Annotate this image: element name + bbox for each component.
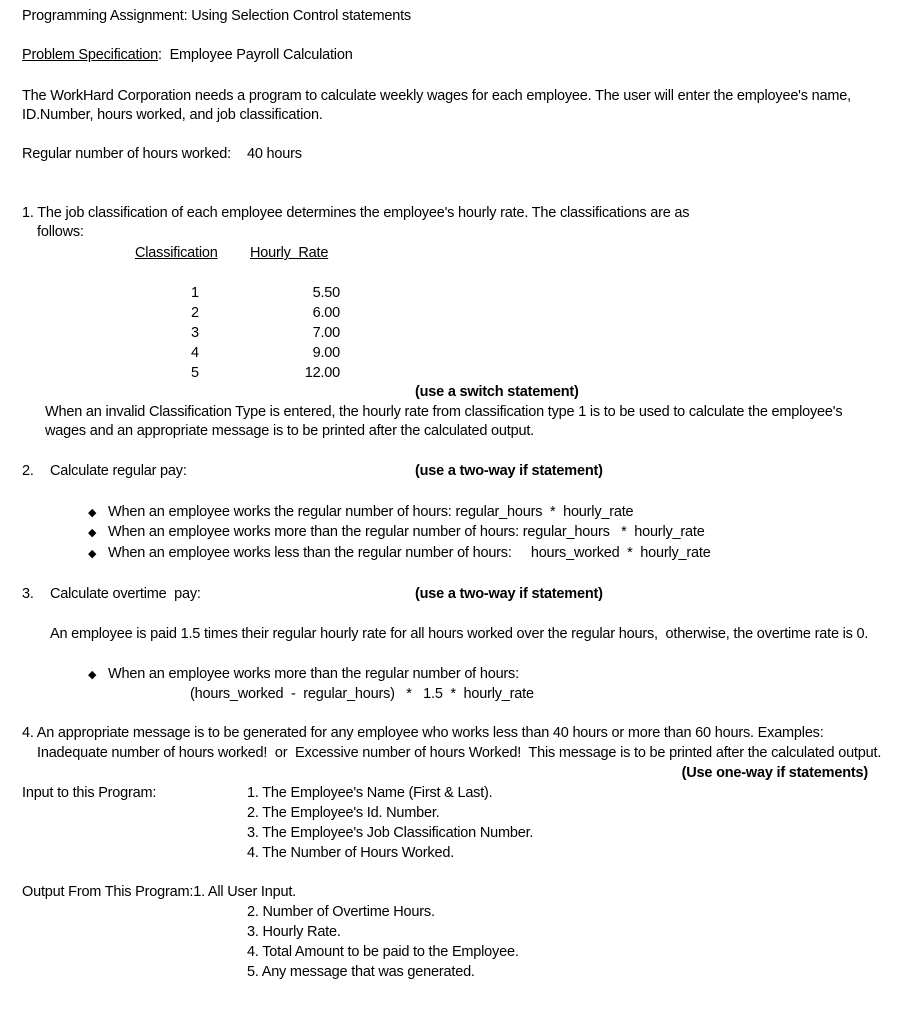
spec-value: Employee Payroll Calculation: [169, 47, 353, 63]
diamond-bullet-icon: ◆: [88, 548, 97, 560]
item4-line-1: 4. An appropriate message is to be generated for any employee who works less than 40 hours or more than 60 hours. Examples:: [22, 725, 824, 741]
regular-pay-bullet: When an employee works less than the regular number of hours: hours_worked * hourly_rate: [108, 545, 711, 561]
item3-label: Calculate overtime pay:: [50, 586, 201, 602]
rate-cell: 9.00: [312, 345, 340, 361]
class-cell: 4: [191, 345, 199, 361]
item2-number: 2.: [22, 463, 34, 479]
classification-header: Classification: [135, 245, 218, 261]
input-item: 2. The Employee's Id. Number.: [247, 805, 440, 821]
overtime-bullet: When an employee works more than the regular number of hours:: [108, 666, 519, 682]
output-label: [22, 884, 296, 900]
input-item: 3. The Employee's Job Classification Number.: [247, 825, 534, 841]
invalid-class-line-1: When an invalid Classification Type is entered, the hourly rate from classification type 1 is to be used to calculate the employee's: [45, 404, 843, 420]
regular-hours-value: 40 hours: [247, 146, 302, 162]
rate-cell: 12.00: [304, 365, 340, 381]
intro-line-1: The WorkHard Corporation needs a program to calculate weekly wages for each employee. The user will enter the employee's name,: [22, 88, 851, 104]
class-cell: 1: [191, 285, 199, 301]
intro-line-2: ID.Number, hours worked, and job classification.: [22, 107, 323, 123]
overtime-formula: (hours_worked - regular_hours) * 1.5 * hourly_rate: [190, 686, 534, 702]
invalid-class-line-2: wages and an appropriate message is to be printed after the calculated output.: [45, 423, 535, 439]
item1-line-2: follows:: [37, 224, 84, 240]
spec-label: Problem Specification: [22, 47, 159, 63]
diamond-bullet-icon: ◆: [88, 527, 97, 539]
input-label: Input to this Program:: [22, 785, 157, 801]
diamond-bullet-icon: ◆: [88, 669, 97, 681]
input-item: 4. The Number of Hours Worked.: [247, 845, 455, 861]
class-cell: 3: [191, 325, 199, 341]
rate-cell: 5.50: [312, 285, 340, 301]
regular-hours-label: Regular number of hours worked:: [22, 146, 231, 162]
diamond-bullet-icon: ◆: [88, 507, 97, 519]
regular-pay-bullet: When an employee works the regular number of hours: regular_hours * hourly_rate: [108, 504, 634, 520]
output-item: 3. Hourly Rate.: [247, 924, 341, 940]
overtime-description: An employee is paid 1.5 times their regular hourly rate for all hours worked over the regular hours, otherwise, the overtime rate is 0.: [50, 626, 869, 642]
regular-pay-bullet: When an employee works more than the regular number of hours: regular_hours * hourly_rate: [108, 524, 705, 540]
class-cell: 2: [191, 305, 199, 321]
input-item: 1. The Employee's Name (First & Last).: [247, 785, 493, 801]
output-item: 1. All User Input.: [193, 884, 296, 900]
switch-note: (use a switch statement): [415, 384, 579, 400]
item1-line-1: 1. The job classification of each employee determines the employee's hourly rate. The classifications are as: [22, 205, 690, 221]
rate-cell: 6.00: [312, 305, 340, 321]
class-cell: 5: [191, 365, 199, 381]
output-item: 4. Total Amount to be paid to the Employee.: [247, 944, 519, 960]
item2-note: (use a two-way if statement): [415, 463, 603, 479]
output-item: 2. Number of Overtime Hours.: [247, 904, 435, 920]
item4-note: (Use one-way if statements): [681, 765, 868, 781]
hourly-rate-header: Hourly Rate: [250, 245, 329, 261]
item2-label: Calculate regular pay:: [50, 463, 187, 479]
page-title: Programming Assignment: Using Selection Control statements: [22, 8, 411, 24]
item3-number: 3.: [22, 586, 34, 602]
output-item: 5. Any message that was generated.: [247, 964, 475, 980]
output-label-text: Output From This Program:: [22, 884, 194, 900]
item4-line-2: Inadequate number of hours worked! or Excessive number of hours Worked! This message is to be printed after the calculated output.: [37, 745, 882, 761]
item3-note: (use a two-way if statement): [415, 586, 603, 602]
problem-specification: [22, 47, 353, 63]
spec-colon: :: [158, 47, 162, 63]
rate-cell: 7.00: [312, 325, 340, 341]
